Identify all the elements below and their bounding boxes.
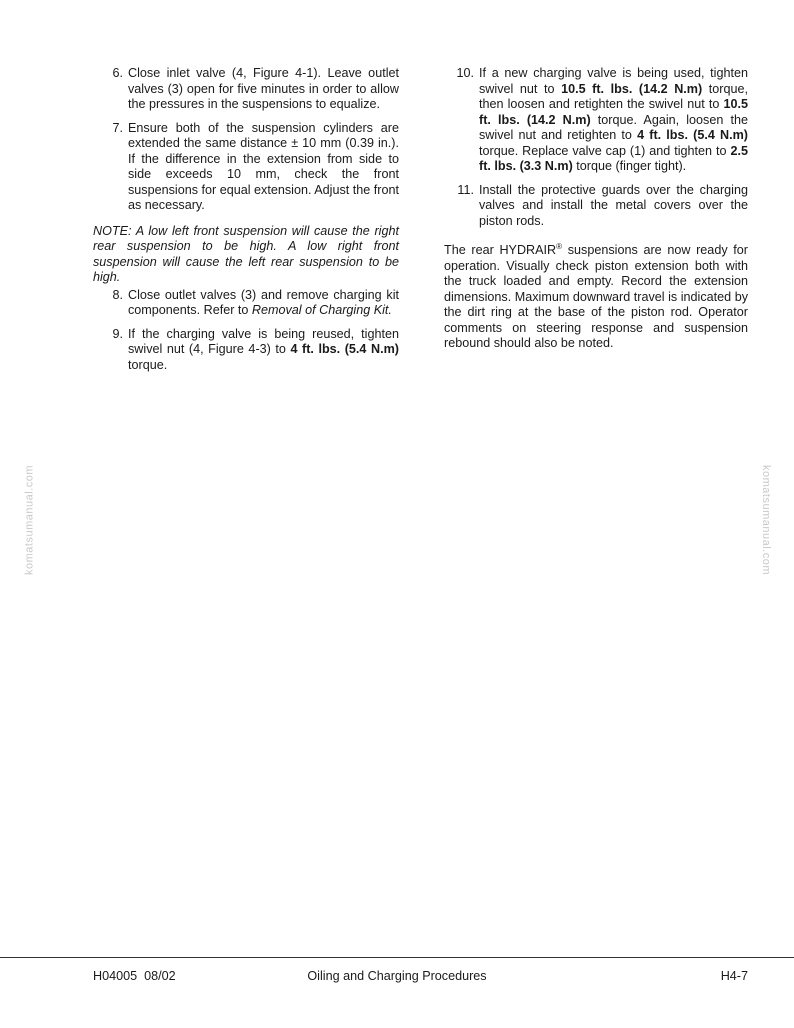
- step-8: [93, 288, 399, 319]
- footer-doc-id: H04005 08/02: [93, 969, 176, 983]
- step-text: [479, 66, 748, 175]
- step-9: [93, 327, 399, 374]
- left-column: [93, 66, 399, 381]
- step-number: 11.: [457, 182, 474, 197]
- step-text: [128, 327, 399, 374]
- step-7: [93, 121, 399, 214]
- torque-value: 2.5 ft. lbs. (3.3 N.m): [479, 143, 748, 173]
- note-text: NOTE: A low left front suspension will cause the right rear suspension to be high. A low right front suspension will cause the left rear suspension to be high.: [93, 223, 399, 284]
- step-8-text: Close outlet valves (3) and remove charging kit components. Refer to: [128, 287, 399, 317]
- step-8-reference: Removal of Charging Kit.: [251, 303, 392, 317]
- step-number: 9.: [112, 326, 123, 341]
- step-10-text-4: torque. Replace valve cap (1) and tighten to: [479, 143, 731, 158]
- step-10-text-2: torque, then loosen and retighten the swivel nut to: [479, 81, 748, 111]
- step-9-text-end: torque.: [128, 357, 168, 372]
- paragraph-text-2: suspensions are now ready for operation. Visually check piston extension both with the truck loaded and empty. Record the extension dimensions. Maximum downward travel is indicated by the dirt ring at the base of the piston rod. Operator comments on steering response and suspension rebound should also be noted.: [444, 243, 748, 350]
- footer-divider: [0, 957, 794, 958]
- torque-value: 10.5 ft. lbs. (14.2 N.m): [479, 97, 748, 127]
- footer-page-number: H4-7: [720, 969, 748, 983]
- watermark-right: komatsumanual.com: [759, 465, 772, 575]
- footer-section-title: Oiling and Charging Procedures: [307, 969, 487, 983]
- step-text: Install the protective guards over the charging valves and install the metal covers over the piston rods.: [479, 182, 748, 228]
- step-number: 10.: [456, 66, 474, 80]
- step-9-text: If the charging valve is being reused, tighten swivel nut (4, Figure 4-3) to: [128, 326, 399, 356]
- step-number: 7.: [112, 120, 123, 135]
- step-10-text-1: If a new charging valve is being used, tighten swivel nut to: [479, 66, 748, 96]
- right-column: [444, 66, 748, 352]
- step-10-text-5: torque (finger tight).: [572, 159, 687, 173]
- paragraph-text-1: The rear HYDRAIR: [444, 243, 557, 257]
- torque-value: 4 ft. lbs. (5.4 N.m): [637, 128, 748, 142]
- step-10: [444, 66, 748, 175]
- step-number: 8.: [112, 287, 123, 302]
- torque-value: 4 ft. lbs. (5.4 N.m): [290, 342, 399, 356]
- summary-paragraph: [444, 243, 748, 352]
- registered-mark: ®: [556, 241, 563, 251]
- step-11: [444, 183, 748, 230]
- watermark-left: komatsumanual.com: [23, 465, 36, 575]
- step-text: Ensure both of the suspension cylinders are extended the same distance ± 10 mm (0.39 in.). If the difference in the extension from side to side exceeds 10 mm, check the front suspensions for equal extension. Adjust the front as necessary.: [128, 120, 399, 212]
- step-text: Close inlet valve (4, Figure 4-1). Leave outlet valves (3) open for five minutes in order to allow the pressures in the suspensions to equalize.: [128, 66, 399, 111]
- step-number: 6.: [112, 66, 123, 80]
- step-6: [93, 66, 399, 113]
- step-10-text-3: torque. Again, loosen the swivel nut and retighten to: [479, 112, 748, 142]
- torque-value: 10.5 ft. lbs. (14.2 N.m): [561, 81, 703, 96]
- step-text: [128, 288, 399, 319]
